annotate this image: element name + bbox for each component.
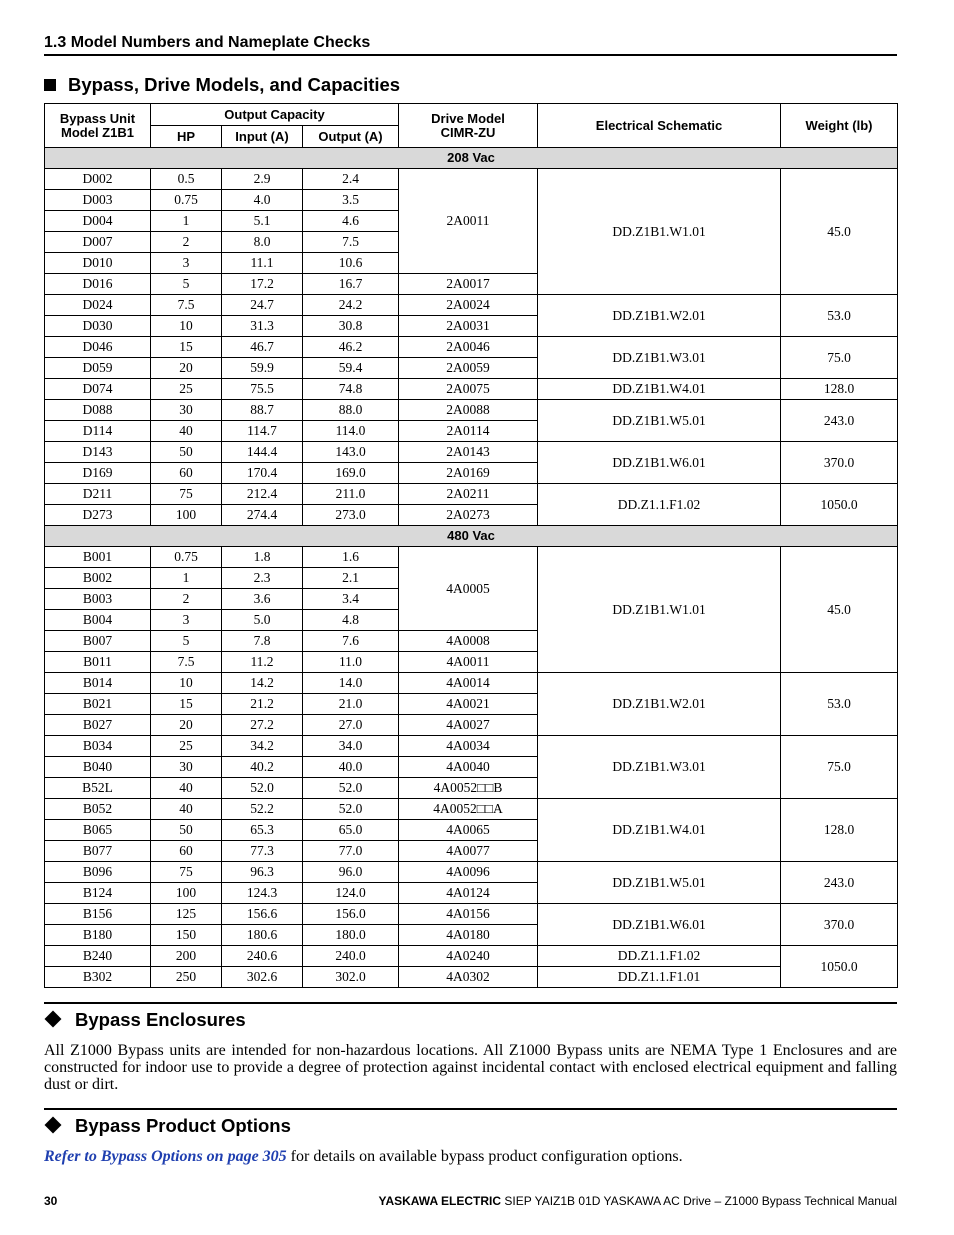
cell-weight: 370.0 [781,904,898,946]
cell-schematic: DD.Z1B1.W5.01 [538,400,781,442]
cell-input: 96.3 [222,862,303,883]
cell-drive-model: 2A0011 [399,169,538,274]
cell-model: B302 [45,967,151,988]
cell-input: 75.5 [222,379,303,400]
cell-drive-model: 2A0075 [399,379,538,400]
cell-drive-model: 2A0169 [399,463,538,484]
table-row [45,673,898,694]
cell-output: 88.0 [303,400,399,421]
cell-model: D016 [45,274,151,295]
cell-model: B240 [45,946,151,967]
table-row [45,862,898,883]
cell-input: 77.3 [222,841,303,862]
col-schematic: Electrical Schematic [538,104,781,148]
cell-output: 46.2 [303,337,399,358]
cell-drive-model: 4A0027 [399,715,538,736]
cell-output: 114.0 [303,421,399,442]
cell-model: D004 [45,211,151,232]
section-row [45,148,898,169]
cell-hp: 200 [151,946,222,967]
section-row [45,526,898,547]
cell-model: B040 [45,757,151,778]
cell-hp: 75 [151,862,222,883]
cell-hp: 2 [151,589,222,610]
col-drive-model: Drive Model CIMR-ZU [399,104,538,148]
col-output-capacity: Output Capacity [151,104,399,126]
cell-hp: 250 [151,967,222,988]
cell-model: D002 [45,169,151,190]
cell-input: 212.4 [222,484,303,505]
footer-brand: YASKAWA ELECTRIC [378,1194,502,1208]
cell-model: D003 [45,190,151,211]
cell-weight: 1050.0 [781,484,898,526]
cell-hp: 1 [151,568,222,589]
table-title: Bypass, Drive Models, and Capacities [68,74,401,95]
cell-hp: 30 [151,757,222,778]
cell-model: B014 [45,673,151,694]
enclosures-paragraph: All Z1000 Bypass units are intended for non-hazardous locations. All Z1000 Bypass units are NEMA Type 1 Enclosures and are constructed for indoor use to provide a degree of protection against incidental contact with enclosed electrical equipment and falling dust or dirt. [44,1042,897,1093]
col-weight: Weight (lb) [781,104,898,148]
cell-output: 124.0 [303,883,399,904]
cell-hp: 40 [151,421,222,442]
cell-output: 52.0 [303,799,399,820]
cell-input: 156.6 [222,904,303,925]
cell-hp: 5 [151,274,222,295]
cell-drive-model: 4A0124 [399,883,538,904]
cell-input: 1.8 [222,547,303,568]
cell-hp: 1 [151,211,222,232]
cell-output: 96.0 [303,862,399,883]
table-row [45,442,898,463]
cell-weight: 243.0 [781,400,898,442]
cell-model: D010 [45,253,151,274]
cell-input: 8.0 [222,232,303,253]
cell-output: 240.0 [303,946,399,967]
cell-model: D114 [45,421,151,442]
cell-output: 4.6 [303,211,399,232]
cell-hp: 5 [151,631,222,652]
cell-drive-model: 4A0034 [399,736,538,757]
cell-hp: 7.5 [151,295,222,316]
cell-model: B034 [45,736,151,757]
cell-schematic: DD.Z1B1.W4.01 [538,799,781,862]
cell-drive-model: 2A0273 [399,505,538,526]
cell-input: 27.2 [222,715,303,736]
cell-hp: 15 [151,694,222,715]
cell-model: B065 [45,820,151,841]
cell-hp: 150 [151,925,222,946]
cell-drive-model: 4A0302 [399,967,538,988]
cell-output: 11.0 [303,652,399,673]
cell-hp: 20 [151,715,222,736]
cell-model: B096 [45,862,151,883]
cell-hp: 75 [151,484,222,505]
cell-input: 7.8 [222,631,303,652]
cell-drive-model: 4A0065 [399,820,538,841]
cell-model: B156 [45,904,151,925]
square-bullet-icon [44,79,56,91]
footer-doc: SIEP YAIZ1B 01D YASKAWA AC Drive – Z1000 Bypass Technical Manual [501,1194,897,1208]
cell-output: 169.0 [303,463,399,484]
cell-model: D273 [45,505,151,526]
cell-input: 3.6 [222,589,303,610]
table-heading [44,74,400,96]
cell-output: 14.0 [303,673,399,694]
diamond-bullet-icon [45,1117,62,1134]
cell-drive-model: 4A0005 [399,547,538,631]
cell-model: B001 [45,547,151,568]
cell-weight: 53.0 [781,673,898,736]
cell-model: B007 [45,631,151,652]
divider [44,1108,897,1110]
cell-input: 11.2 [222,652,303,673]
cell-input: 21.2 [222,694,303,715]
cell-weight: 75.0 [781,736,898,799]
cell-input: 46.7 [222,337,303,358]
cell-output: 7.6 [303,631,399,652]
cell-hp: 3 [151,253,222,274]
col-output: Output (A) [303,126,399,148]
cell-drive-model: 2A0143 [399,442,538,463]
cell-input: 34.2 [222,736,303,757]
cell-input: 40.2 [222,757,303,778]
cell-drive-model: 2A0017 [399,274,538,295]
cell-input: 144.4 [222,442,303,463]
cell-hp: 3 [151,610,222,631]
cell-hp: 125 [151,904,222,925]
cell-model: D211 [45,484,151,505]
cell-schematic: DD.Z1B1.W4.01 [538,379,781,400]
cell-model: B52L [45,778,151,799]
cell-drive-model: 2A0059 [399,358,538,379]
cell-input: 52.0 [222,778,303,799]
cell-model: B052 [45,799,151,820]
cell-input: 5.0 [222,610,303,631]
cell-schematic: DD.Z1.1.F1.01 [538,967,781,988]
cell-output: 156.0 [303,904,399,925]
cell-hp: 50 [151,442,222,463]
cell-weight: 243.0 [781,862,898,904]
table-row [45,904,898,925]
cell-drive-model: 4A0011 [399,652,538,673]
cell-hp: 2 [151,232,222,253]
diamond-bullet-icon [45,1011,62,1028]
footer-doc-title [379,1194,897,1208]
cell-weight: 45.0 [781,547,898,673]
cell-schematic: DD.Z1B1.W3.01 [538,337,781,379]
cell-input: 17.2 [222,274,303,295]
cell-output: 3.5 [303,190,399,211]
cell-weight: 128.0 [781,379,898,400]
cell-hp: 7.5 [151,652,222,673]
cell-hp: 0.75 [151,190,222,211]
cell-output: 40.0 [303,757,399,778]
options-heading [44,1115,291,1137]
cell-output: 59.4 [303,358,399,379]
cell-output: 4.8 [303,610,399,631]
cell-input: 5.1 [222,211,303,232]
cell-model: B124 [45,883,151,904]
cell-model: D074 [45,379,151,400]
cell-output: 77.0 [303,841,399,862]
cell-output: 74.8 [303,379,399,400]
cell-output: 21.0 [303,694,399,715]
section-label: 208 Vac [45,148,898,169]
cell-drive-model: 4A0240 [399,946,538,967]
cell-model: B002 [45,568,151,589]
cell-hp: 40 [151,778,222,799]
cell-drive-model: 4A0077 [399,841,538,862]
cell-input: 170.4 [222,463,303,484]
cell-drive-model: 2A0088 [399,400,538,421]
cell-hp: 60 [151,463,222,484]
options-title: Bypass Product Options [75,1115,291,1136]
options-paragraph [44,1148,897,1165]
table-row [45,169,898,190]
cell-input: 65.3 [222,820,303,841]
cell-output: 34.0 [303,736,399,757]
section-header: 1.3 Model Numbers and Nameplate Checks [44,33,897,56]
cell-drive-model: 2A0024 [399,295,538,316]
table-row [45,484,898,505]
cell-model: B003 [45,589,151,610]
cell-output: 16.7 [303,274,399,295]
cell-input: 14.2 [222,673,303,694]
cell-drive-model: 2A0211 [399,484,538,505]
cell-hp: 20 [151,358,222,379]
cell-output: 27.0 [303,715,399,736]
cell-model: B180 [45,925,151,946]
cell-input: 24.7 [222,295,303,316]
cell-input: 302.6 [222,967,303,988]
table-row [45,400,898,421]
cell-model: D088 [45,400,151,421]
cell-output: 10.6 [303,253,399,274]
cell-weight: 75.0 [781,337,898,379]
cell-drive-model: 4A0180 [399,925,538,946]
table-row [45,337,898,358]
cell-model: B021 [45,694,151,715]
cell-input: 11.1 [222,253,303,274]
cell-schematic: DD.Z1B1.W2.01 [538,673,781,736]
cell-hp: 50 [151,820,222,841]
cell-schematic: DD.Z1B1.W6.01 [538,904,781,946]
cell-drive-model: 4A0052□□B [399,778,538,799]
enclosures-title: Bypass Enclosures [75,1009,246,1030]
col-input: Input (A) [222,126,303,148]
cell-drive-model: 2A0114 [399,421,538,442]
page-number: 30 [44,1194,58,1208]
cell-output: 52.0 [303,778,399,799]
cell-model: D059 [45,358,151,379]
cell-drive-model: 2A0031 [399,316,538,337]
cell-model: B027 [45,715,151,736]
cell-output: 302.0 [303,967,399,988]
cell-schematic: DD.Z1B1.W1.01 [538,547,781,673]
cell-output: 180.0 [303,925,399,946]
table-row [45,379,898,400]
cell-model: D143 [45,442,151,463]
cell-input: 4.0 [222,190,303,211]
cell-input: 124.3 [222,883,303,904]
cell-model: D169 [45,463,151,484]
cell-schematic: DD.Z1B1.W1.01 [538,169,781,295]
cell-hp: 0.5 [151,169,222,190]
cell-hp: 10 [151,673,222,694]
cell-output: 3.4 [303,589,399,610]
cell-input: 2.3 [222,568,303,589]
cell-schematic: DD.Z1.1.F1.02 [538,946,781,967]
cell-input: 180.6 [222,925,303,946]
cell-output: 273.0 [303,505,399,526]
section-label: 480 Vac [45,526,898,547]
options-text: for details on available bypass product configuration options. [286,1148,683,1165]
cell-output: 24.2 [303,295,399,316]
cell-output: 211.0 [303,484,399,505]
capacity-table [44,103,898,988]
table-body [45,148,898,988]
cell-weight: 370.0 [781,442,898,484]
cell-drive-model: 4A0096 [399,862,538,883]
cell-input: 88.7 [222,400,303,421]
cell-hp: 25 [151,379,222,400]
cell-drive-model: 4A0156 [399,904,538,925]
cell-input: 240.6 [222,946,303,967]
bypass-options-link[interactable]: Refer to Bypass Options on page 305 [44,1148,287,1165]
cell-model: B077 [45,841,151,862]
cell-schematic: DD.Z1B1.W3.01 [538,736,781,799]
cell-drive-model: 4A0014 [399,673,538,694]
col-bypass-unit: Bypass Unit Model Z1B1 [45,104,151,148]
cell-model: B004 [45,610,151,631]
cell-model: D024 [45,295,151,316]
cell-hp: 100 [151,883,222,904]
table-row [45,799,898,820]
cell-input: 2.9 [222,169,303,190]
table-row [45,736,898,757]
cell-input: 52.2 [222,799,303,820]
cell-schematic: DD.Z1B1.W6.01 [538,442,781,484]
cell-hp: 0.75 [151,547,222,568]
cell-schematic: DD.Z1.1.F1.02 [538,484,781,526]
cell-model: D046 [45,337,151,358]
cell-schematic: DD.Z1B1.W5.01 [538,862,781,904]
cell-output: 2.4 [303,169,399,190]
cell-hp: 15 [151,337,222,358]
cell-hp: 40 [151,799,222,820]
cell-model: D030 [45,316,151,337]
cell-weight: 128.0 [781,799,898,862]
cell-drive-model: 4A0040 [399,757,538,778]
cell-schematic: DD.Z1B1.W2.01 [538,295,781,337]
cell-output: 30.8 [303,316,399,337]
cell-drive-model: 4A0008 [399,631,538,652]
cell-input: 31.3 [222,316,303,337]
cell-model: D007 [45,232,151,253]
cell-hp: 30 [151,400,222,421]
cell-hp: 25 [151,736,222,757]
cell-hp: 100 [151,505,222,526]
cell-output: 143.0 [303,442,399,463]
col-hp: HP [151,126,222,148]
cell-hp: 60 [151,841,222,862]
cell-input: 59.9 [222,358,303,379]
table-row [45,946,898,967]
table-row [45,547,898,568]
table-row [45,295,898,316]
cell-output: 7.5 [303,232,399,253]
enclosures-heading [44,1009,246,1031]
cell-drive-model: 4A0052□□A [399,799,538,820]
cell-weight: 45.0 [781,169,898,295]
cell-drive-model: 2A0046 [399,337,538,358]
divider [44,1002,897,1004]
cell-model: B011 [45,652,151,673]
cell-output: 65.0 [303,820,399,841]
table-row [45,967,898,988]
cell-output: 1.6 [303,547,399,568]
cell-hp: 10 [151,316,222,337]
cell-weight: 53.0 [781,295,898,337]
cell-input: 114.7 [222,421,303,442]
cell-weight: 1050.0 [781,946,898,988]
cell-input: 274.4 [222,505,303,526]
cell-drive-model: 4A0021 [399,694,538,715]
cell-output: 2.1 [303,568,399,589]
